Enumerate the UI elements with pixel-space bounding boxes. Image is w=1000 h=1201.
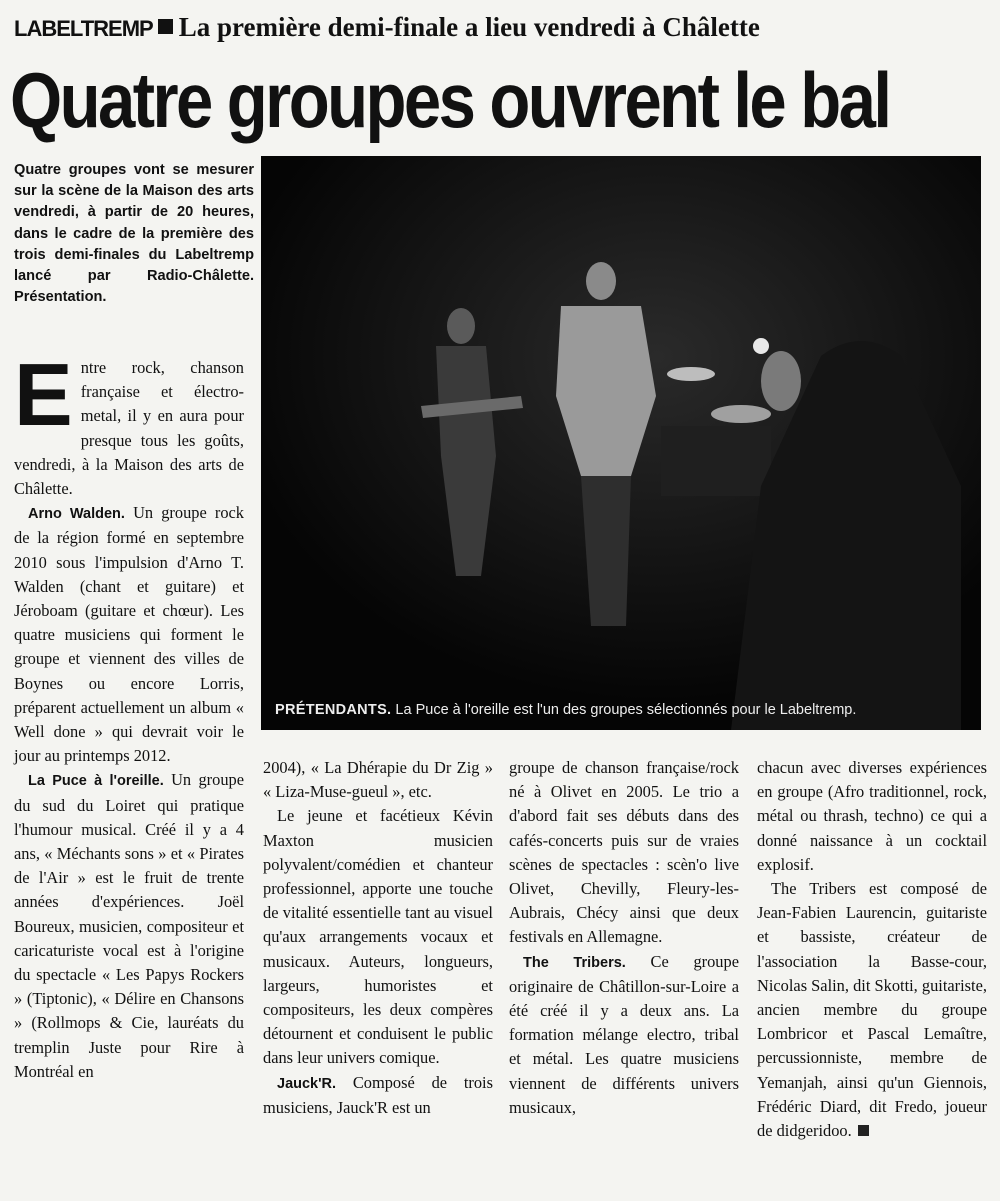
photo-caption xyxy=(275,702,975,718)
section-label-jauckr: Jauck'R. xyxy=(277,1075,337,1092)
end-mark-icon xyxy=(858,1125,869,1136)
lead-paragraph: Quatre groupes vont se mesurer sur la scène de la Maison des arts vendredi, à partir de 20 heures, dans le cadre de la première des trois demi-finales du Labeltremp lancé par Radio-Châlette. Présentation. xyxy=(14,162,254,306)
paragraph-continuation-tribers: chacun avec diverses expériences en groupe (Afro traditionnel, rock, métal ou thrash, techno) ce qui a donné naissance à un cocktail explosif. xyxy=(757,758,987,874)
drop-cap: E xyxy=(14,345,73,444)
paragraph-jauckr: Composé de trois musiciens, Jauck'R est un xyxy=(263,1072,493,1117)
paragraph-continuation-2004: 2004), « La Dhérapie du Dr Zig » « Liza-Muse-gueul », etc. xyxy=(263,758,493,802)
paragraph-continuation-jauckr: groupe de chanson française/rock né à Olivet en 2005. Le trio a d'abord fait ses débuts dans des cafés-concerts puis sur de vraies scènes de spectacles : scèn'o live Olivet, Chevilly, Fleury-les-Aubrais, Chécy ainsi que deux festivals en Allemagne. xyxy=(509,758,739,947)
paragraph-the-tribers: Ce groupe originaire de Châtillon-sur-Loire a été créé il y a deux ans. La formation mélange electro, tribal et métal. Les quatre musiciens viennent de différents univers musicaux, xyxy=(509,951,739,1117)
paragraph-la-puce: Un groupe du sud du Loiret qui pratique l'humour musical. Créé il y a 4 ans, « Méchants sons » et « Pirates de l'Air » est le fruit de trente années d'expériences. Joël Boureux, musicien, compositeur et caricaturiste vocal est à l'origine du spectacle « Les Papys Rockers » (Tiptonic), « Délire en Chansons » (Rollmops & Cie, lauréats du tremplin Juste pour Rire à Montréal en xyxy=(14,770,244,1081)
square-bullet-icon xyxy=(158,19,173,34)
kicker-text: La première demi-finale a lieu vendredi à Châlette xyxy=(178,12,760,42)
paragraph-arno-walden: Un groupe rock de la région formé en septembre 2010 sous l'impulsion d'Arno T. Walden (chant et guitare) et Jéroboam (guitare et chœur). Les quatre musiciens qui forment le groupe et viennent des villes de Boynes ou encore Lorris, préparent actuellement un album « Well done » qui devrait voir le jour au printemps 2012. xyxy=(14,503,244,766)
article-column-4 xyxy=(757,756,987,1143)
section-label-the-tribers: The Tribers. xyxy=(523,954,626,971)
stage-photo-illustration xyxy=(261,156,981,730)
section-label-arno-walden: Arno Walden. xyxy=(28,506,125,523)
section-tag: LABELTREMP xyxy=(14,16,153,41)
paragraph-kevin-maxton: Le jeune et facétieux Kévin Maxton musicien polyvalent/comédien et chanteur professionnel, apporte une touche de vitalité essentielle tant au visuel qu'aux arrangements vocaux et musicaux. Auteurs, longueurs, largeurs, humoristes et compositeurs, les deux compères détournent et conduisent le public dans leur univers comique. xyxy=(263,806,493,1068)
caption-label: PRÉTENDANTS. xyxy=(275,702,392,718)
kicker xyxy=(14,10,994,46)
intro-paragraph: ntre rock, chanson française et électro-metal, il y en aura pour presque tous les goûts, vendredi, à la Maison des arts de Châlette. xyxy=(14,358,244,499)
headline: Quatre groupes ouvrent le bal xyxy=(10,56,890,144)
caption-text: La Puce à l'oreille est l'un des groupes sélectionnés pour le Labeltremp. xyxy=(395,702,857,718)
concert-photo xyxy=(261,156,981,730)
article-column-3 xyxy=(509,756,739,1120)
section-label-la-puce: La Puce à l'oreille. xyxy=(28,773,164,790)
article-column-2 xyxy=(263,756,493,1120)
paragraph-tribers-members: The Tribers est composé de Jean-Fabien Laurencin, guitariste et bassiste, créateur de l'association la Basse-cour, Nicolas Salin, dit Skotti, guitariste, ancien membre du groupe Lombricor et Pascal Lemaître, percussionniste, membre de Yemanjah, ainsi qu'un Giennois, Frédéric Diard, dit Fredo, joueur de didgeridoo. xyxy=(757,879,987,1141)
article-column-1 xyxy=(14,345,244,1084)
